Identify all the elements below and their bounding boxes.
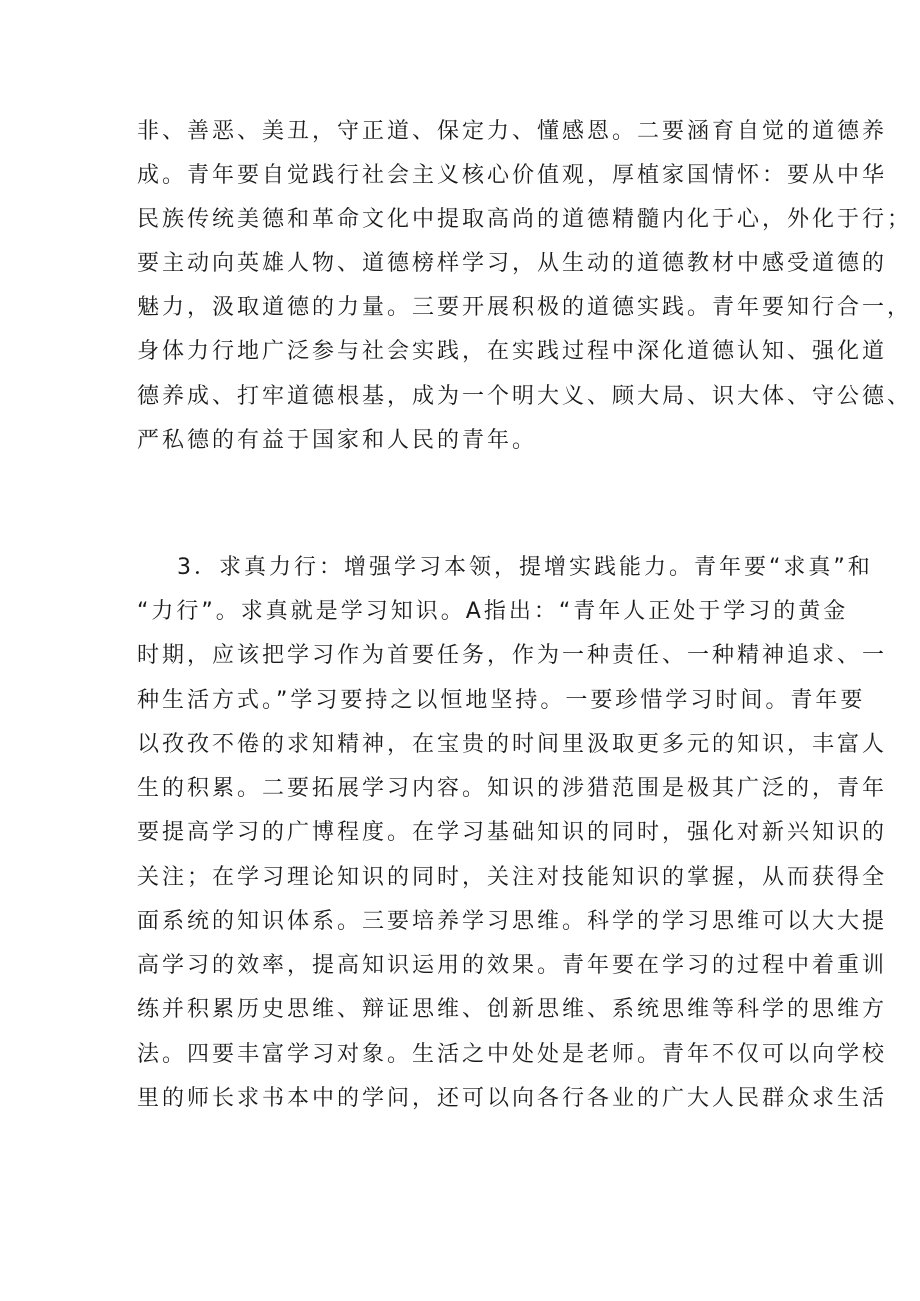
paragraph-2-line-5: 以孜孜不倦的求知精神，在宝贵的时间里汲取更多元的知识，丰富人	[137, 732, 888, 757]
paragraph-1-line-7: 德养成、打牢道德根基，成为一个明大义、顾大局、识大体、守公德、	[137, 384, 913, 409]
paragraph-2-line-7: 要提高学习的广博程度。在学习基础知识的同时，强化对新兴知识的	[137, 820, 888, 845]
paragraph-1-line-3: 民族传统美德和革命文化中提取高尚的道德精髓内化于心，外化于行；	[137, 207, 913, 232]
paragraph-2-line-11: 练并积累历史思维、辩证思维、创新思维、系统思维等科学的思维方	[137, 997, 888, 1022]
paragraph-1-line-4: 要主动向英雄人物、道德榜样学习，从生动的道德教材中感受道德的	[137, 251, 888, 276]
paragraph-1-line-2: 成。青年要自觉践行社会主义核心价值观，厚植家国情怀：要从中华	[137, 163, 888, 188]
paragraph-2-line-8: 关注；在学习理论知识的同时，关注对技能知识的掌握，从而获得全	[137, 865, 888, 890]
paragraph-1-line-1: 非、善恶、美丑，守正道、保定力、懂感恩。二要涵育自觉的道德养	[137, 119, 888, 144]
paragraph-2-line-2: “力行”。求真就是学习知识。A指出：“青年人正处于学习的黄金	[137, 599, 849, 624]
paragraph-2-line-1: 3．求真力行：增强学习本领，提增实践能力。青年要“求真”和	[177, 555, 873, 580]
paragraph-2-line-13: 里的师长求书本中的学问，还可以向各行各业的广大人民群众求生活	[137, 1086, 888, 1111]
paragraph-1-line-5: 魅力，汲取道德的力量。三要开展积极的道德实践。青年要知行合一，	[137, 295, 913, 320]
paragraph-1-line-6: 身体力行地广泛参与社会实践，在实践过程中深化道德认知、强化道	[137, 339, 888, 364]
paragraph-2-line-10: 高学习的效率，提高知识运用的效果。青年要在学习的过程中着重训	[137, 953, 888, 978]
paragraph-1-line-8: 严私德的有益于国家和人民的青年。	[137, 428, 538, 453]
paragraph-2-line-12: 法。四要丰富学习对象。生活之中处处是老师。青年不仅可以向学校	[137, 1042, 888, 1067]
paragraph-2-line-9: 面系统的知识体系。三要培养学习思维。科学的学习思维可以大大提	[137, 909, 888, 934]
paragraph-2-line-6: 生的积累。二要拓展学习内容。知识的涉猎范围是极其广泛的，青年	[137, 776, 888, 801]
paragraph-2-line-3: 时期，应该把学习作为首要任务，作为一种责任、一种精神追求、一	[137, 643, 888, 668]
paragraph-2-line-4: 种生活方式。”学习要持之以恒地坚持。一要珍惜学习时间。青年要	[137, 688, 866, 713]
